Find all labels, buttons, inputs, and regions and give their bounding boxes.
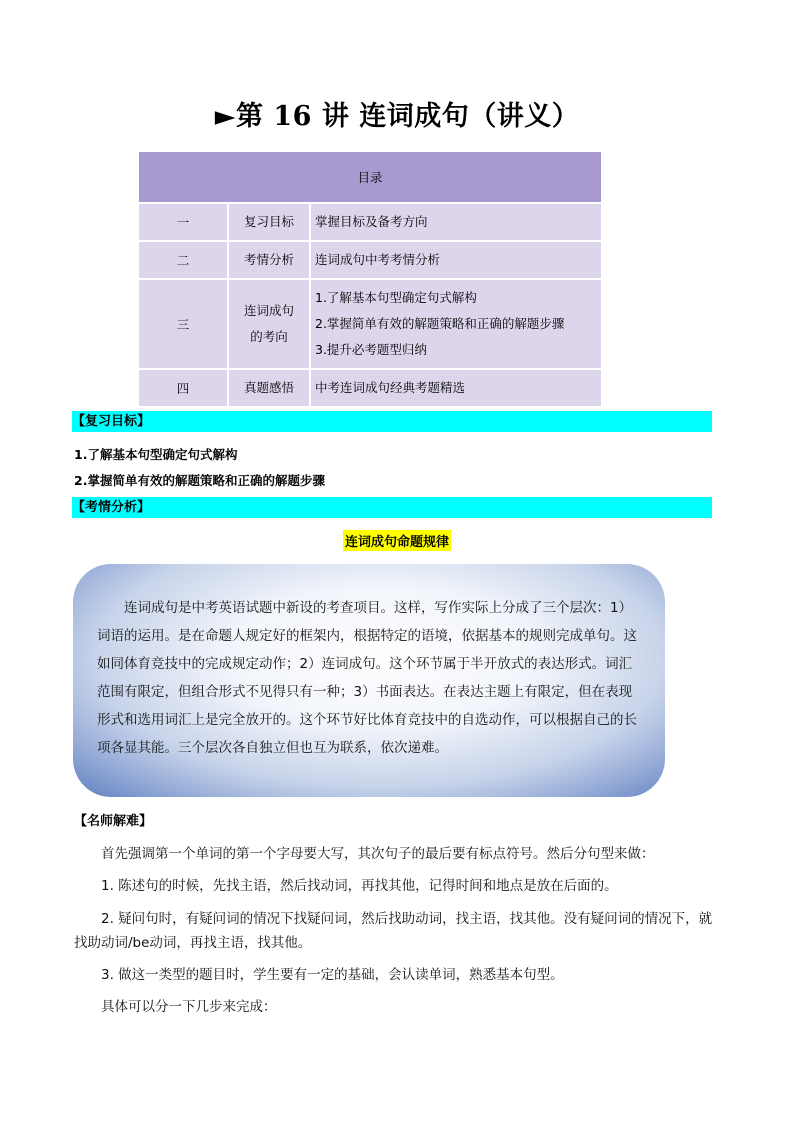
- master-point: 1. 陈述句的时候，先找主语，然后找动词，再找其他，记得时间和地点是放在后面的。: [101, 878, 618, 894]
- table-row: [139, 369, 601, 407]
- toc-desc: [310, 241, 601, 279]
- toc-section: [228, 279, 310, 369]
- toc-num: 二: [139, 241, 228, 279]
- toc-header: 目录: [139, 152, 601, 203]
- toc-desc: [310, 279, 601, 369]
- toc-desc-line: 掌握目标及备考方向: [315, 214, 428, 229]
- review-item: 2.掌握简单有效的解题策略和正确的解题步骤: [74, 473, 325, 488]
- page-title: ►第 16 讲 连词成句（讲义）: [214, 101, 580, 132]
- toc-desc-line: 1.了解基本句型确定句式解构: [315, 290, 477, 305]
- analysis-heading: 【考情分析】: [72, 497, 712, 518]
- toc-desc: [310, 369, 601, 407]
- master-heading: 【名师解难】: [74, 814, 153, 829]
- table-row: [139, 241, 601, 279]
- master-point: 2. 疑问句时，有疑问词的情况下找疑问词，然后找助动词，找主语，找其他。没有疑问词的情况下，就找助动词/be动词，再找主语，找其他。: [74, 911, 713, 951]
- toc-desc: [310, 203, 601, 241]
- master-closing: 具体可以分一下几步来完成：: [101, 999, 277, 1015]
- master-point: 3. 做这一类型的题目时，学生要有一定的基础，会认读单词，熟悉基本句型。: [101, 967, 564, 983]
- toc-section: 考情分析: [228, 241, 310, 279]
- table-row: [139, 203, 601, 241]
- rule-bubble: [73, 564, 665, 797]
- subtitle-wrap: [0, 530, 794, 551]
- toc-desc-line: 3.提升必考题型归纳: [315, 342, 427, 357]
- toc-section-line: 连词成句: [243, 303, 294, 318]
- toc-num: 一: [139, 203, 228, 241]
- toc-num: 四: [139, 369, 228, 407]
- review-item: 1.了解基本句型确定句式解构: [74, 447, 238, 462]
- review-heading: 【复习目标】: [72, 411, 712, 432]
- toc-desc-line: 2.掌握简单有效的解题策略和正确的解题步骤: [315, 316, 565, 331]
- bubble-text: 连词成句是中考英语试题中新设的考查项目。这样，写作实际上分成了三个层次：1）词语的运用。是在命题人规定好的框架内，根据特定的语境，依据基本的规则完成单句。这如同体育竞技中的完成规定动作；2）连词成句。这个环节属于半开放式的表达形式。词汇范围有限定，但组合形式不见得只有一种；3）书面表达。在表达主题上有限定，但在表现形式和选用词汇上是完全放开的。这个环节好比体育竞技中的自选动作，可以根据自己的长项各显其能。三个层次各自独立但也互为联系，依次递难。: [97, 600, 637, 756]
- toc-section-line: 的考向: [250, 329, 288, 344]
- toc-desc-line: 中考连词成句经典考题精选: [315, 380, 466, 395]
- toc-section: 复习目标: [228, 203, 310, 241]
- toc-section: 真题感悟: [228, 369, 310, 407]
- analysis-subtitle: 连词成句命题规律: [343, 530, 451, 551]
- toc-num: 三: [139, 279, 228, 369]
- master-intro: 首先强调第一个单词的第一个字母要大写，其次句子的最后要有标点符号。然后分句型来做：: [101, 846, 655, 862]
- table-of-contents: [139, 152, 601, 408]
- toc-desc-line: 连词成句中考考情分析: [315, 252, 441, 267]
- table-row: [139, 279, 601, 369]
